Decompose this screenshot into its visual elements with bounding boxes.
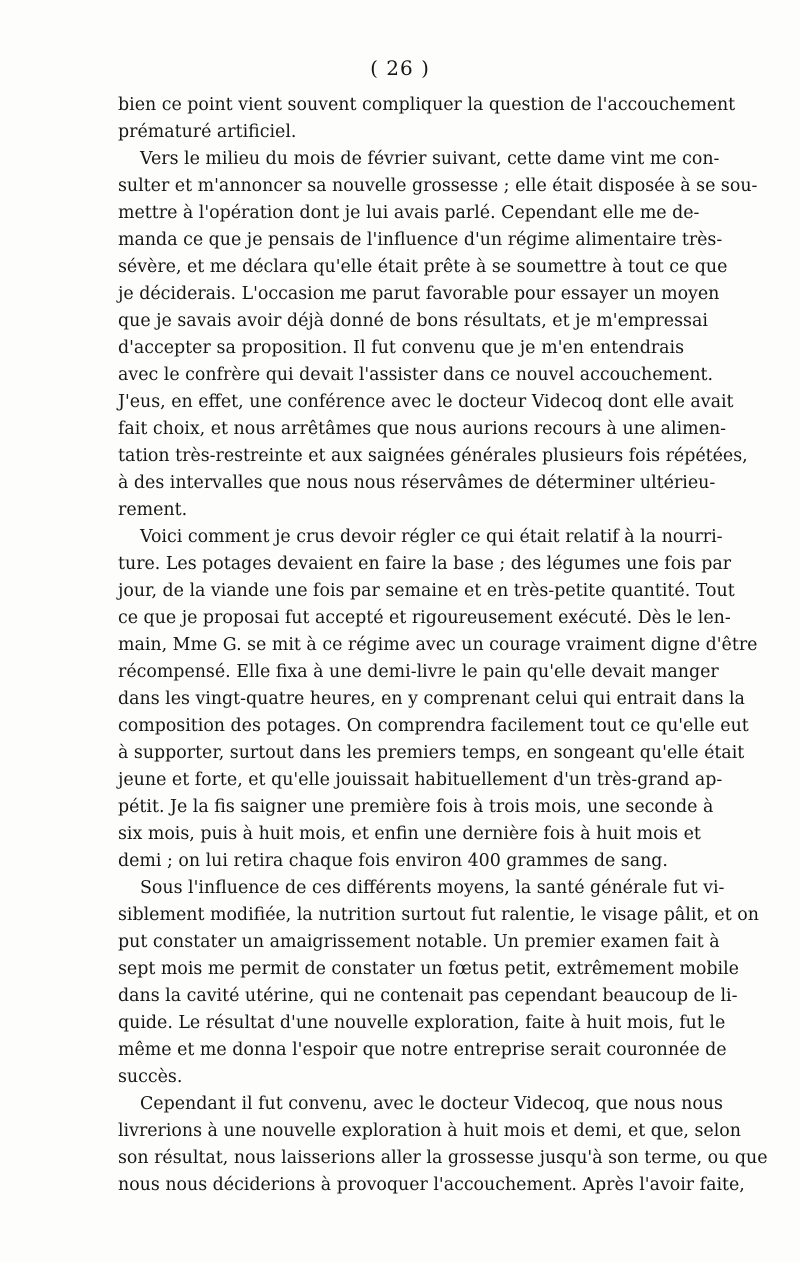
text-line: quide. Le résultat d'une nouvelle exploration, faite à huit mois, fut le — [118, 1013, 726, 1033]
text-line: à supporter, surtout dans les premiers temps, en songeant qu'elle était — [118, 743, 745, 763]
text-line: siblement modifiée, la nutrition surtout fut ralentie, le visage pâlit, et on — [118, 905, 759, 925]
text-line: jour, de la viande une fois par semaine et en très-petite quantité. Tout — [118, 581, 735, 601]
text-line: Sous l'influence de ces différents moyens, la santé générale fut vi- — [140, 878, 725, 898]
text-line: put constater un amaigrissement notable. Un premier examen fait à — [118, 932, 720, 952]
text-line: J'eus, en effet, une conférence avec le docteur Videcoq dont elle avait — [118, 392, 734, 412]
text-line: six mois, puis à huit mois, et enfin une dernière fois à huit mois et — [118, 824, 701, 844]
text-line: dans la cavité utérine, qui ne contenait pas cependant beaucoup de li- — [118, 986, 738, 1006]
text-line: d'accepter sa proposition. Il fut convenu que je m'en entendrais — [118, 338, 684, 358]
text-line: Cependant il fut convenu, avec le docteur Videcoq, que nous nous — [140, 1094, 723, 1114]
text-line: Vers le milieu du mois de février suivant, cette dame vint me con- — [140, 149, 720, 169]
text-line: Voici comment je crus devoir régler ce qui était relatif à la nourri- — [140, 527, 723, 547]
text-line: fait choix, et nous arrêtâmes que nous aurions recours à une alimen- — [118, 419, 727, 439]
text-line: succès. — [118, 1067, 183, 1087]
text-line: son résultat, nous laisserions aller la grossesse jusqu'à son terme, ou que — [118, 1148, 768, 1168]
text-line: ture. Les potages devaient en faire la base ; des légumes une fois par — [118, 554, 732, 574]
text-line: nous nous déciderions à provoquer l'accouchement. Après l'avoir faite, — [118, 1175, 745, 1195]
text-line: jeune et forte, et qu'elle jouissait habituellement d'un très-grand ap- — [118, 770, 723, 790]
text-line: composition des potages. On comprendra facilement tout ce qu'elle eut — [118, 716, 749, 736]
text-line: que je savais avoir déjà donné de bons résultats, et je m'empressai — [118, 311, 708, 331]
text-line: tation très-restreinte et aux saignées générales plusieurs fois répétées, — [118, 446, 748, 466]
text-line: même et me donna l'espoir que notre entreprise serait couronnée de — [118, 1040, 727, 1060]
text-line: sévère, et me déclara qu'elle était prête à se soumettre à tout ce que — [118, 257, 728, 277]
text-line: demi ; on lui retira chaque fois environ 400 grammes de sang. — [118, 851, 668, 871]
text-line: sept mois me permit de constater un fœtus petit, extrêmement mobile — [118, 959, 739, 979]
page-number: ( 26 ) — [370, 56, 430, 80]
text-line: bien ce point vient souvent compliquer la question de l'accouchement — [118, 95, 736, 115]
text-line: livrerions à une nouvelle exploration à huit mois et demi, et que, selon — [118, 1121, 741, 1141]
text-line: pétit. Je la fis saigner une première fois à trois mois, une seconde à — [118, 797, 714, 817]
text-line: ce que je proposai fut accepté et rigoureusement exécuté. Dès le len- — [118, 608, 731, 628]
text-line: manda ce que je pensais de l'influence d'un régime alimentaire très- — [118, 230, 723, 250]
text-line: sulter et m'annoncer sa nouvelle grossesse ; elle était disposée à se sou- — [118, 176, 758, 196]
text-line: main, Mme G. se mit à ce régime avec un courage vraiment digne d'être — [118, 635, 758, 655]
text-line: avec le confrère qui devait l'assister dans ce nouvel accouchement. — [118, 365, 714, 385]
text-line: à des intervalles que nous nous réservâmes de déterminer ultérieu- — [118, 473, 716, 493]
text-line: récompensé. Elle fixa à une demi-livre le pain qu'elle devait manger — [118, 662, 719, 682]
text-line: prématuré artificiel. — [118, 122, 297, 142]
text-line: dans les vingt-quatre heures, en y comprenant celui qui entrait dans la — [118, 689, 745, 709]
text-line: je déciderais. L'occasion me parut favorable pour essayer un moyen — [118, 284, 720, 304]
text-line: mettre à l'opération dont je lui avais parlé. Cependant elle me de- — [118, 203, 700, 223]
body-text — [118, 92, 768, 1199]
text-line: rement. — [118, 500, 188, 520]
